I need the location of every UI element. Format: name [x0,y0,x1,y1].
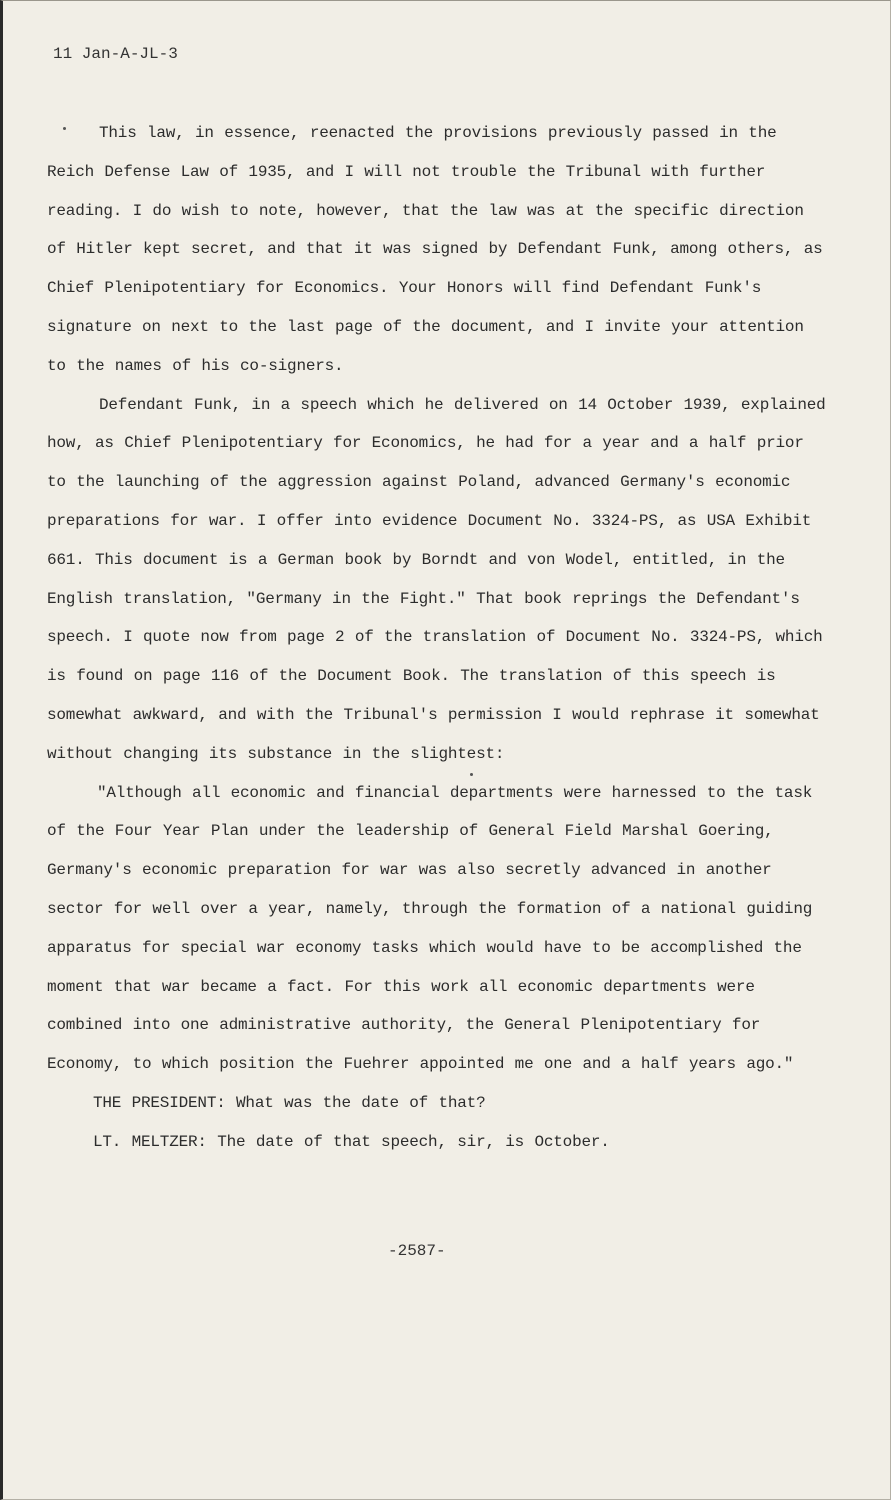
paragraph-funk-speech: Defendant Funk, in a speech which he delivered on 14 October 1939, explained how, as Chief Plenipotentiary for Economics, he had for a year and a half prior to the launching of the aggression against Poland, advanced Germany's economic preparations for war. I offer into evidence Document No. 3324-PS, as USA Exhibit 661. This document is a German book by Borndt and von Wodel, entitled, in the English translation, "Germany in the Fight." That book reprings the Defendant's speech. I quote now from page 2 of the translation of Document No. 3324-PS, which is found on page 116 of the Document Book. The translation of this speech is somewhat awkward, and with the Tribunal's permission I would rephrase it somewhat without changing its substance in the slightest: [47,395,826,763]
ink-speck [63,127,66,130]
ink-speck [470,773,473,776]
meltzer-answer: LT. MELTZER: The date of that speech, sir, is October. [93,1132,610,1151]
paragraph-reich-defense-law: This law, in essence, reenacted the provisions previously passed in the Reich Defense Law of 1935, and I will not trouble the Tribunal with further reading. I do wish to note, however, that the law was at the specific direction of Hitler kept secret, and that it was signed by Defendant Funk, among others, as Chief Plenipotentiary for Economics. Your Honors will find Defendant Funk's signature on next to the last page of the document, and I invite your attention to the names of his co-signers. [47,124,823,375]
president-question: THE PRESIDENT: What was the date of that? [93,1093,486,1112]
transcript-body [47,114,827,1162]
quoted-speech: "Although all economic and financial departments were harnessed to the task of the Four Year Plan under the leadership of General Field Marshal Goering, Germany's economic preparation for war was also secretly advanced in another sector for well over a year, namely, through the formation of a national guiding apparatus for special war economy tasks which would have to be accomplished the moment that war became a fact. For this work all economic departments were combined into one administrative authority, the General Plenipotentiary for Economy, to which position the Fuehrer appointed me one and a half years ago." [47,783,813,1074]
page-number: -2587- [388,1242,446,1260]
document-reference: 11 Jan-A-JL-3 [53,45,178,63]
